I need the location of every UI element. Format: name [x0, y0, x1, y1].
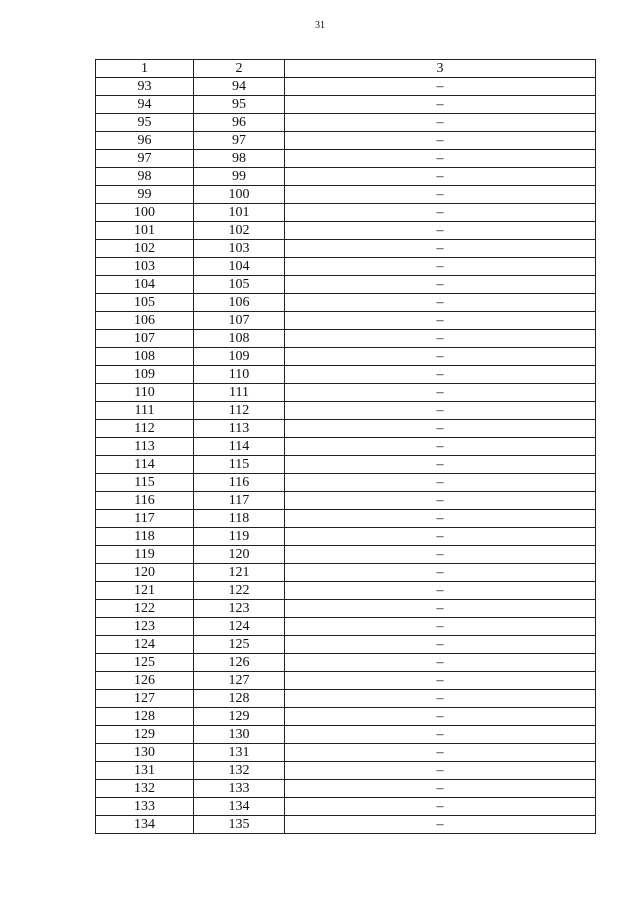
- table-cell-col3: –: [285, 546, 596, 564]
- table-cell-col3: –: [285, 420, 596, 438]
- table-row: [96, 420, 596, 438]
- table-row: [96, 600, 596, 618]
- table-cell-col3: –: [285, 348, 596, 366]
- table-cell-col1: 132: [96, 780, 194, 798]
- table-row: [96, 672, 596, 690]
- table-cell-col3: –: [285, 780, 596, 798]
- table-cell-col1: 127: [96, 690, 194, 708]
- table-row: [96, 564, 596, 582]
- table-cell-col2: 125: [194, 636, 285, 654]
- table-cell-col2: 129: [194, 708, 285, 726]
- column-header-3: 3: [285, 60, 596, 78]
- table-cell-col1: 128: [96, 708, 194, 726]
- table-cell-col2: 107: [194, 312, 285, 330]
- table-cell-col1: 125: [96, 654, 194, 672]
- table-row: [96, 348, 596, 366]
- table-row: [96, 114, 596, 132]
- table-cell-col2: 106: [194, 294, 285, 312]
- table-cell-col1: 112: [96, 420, 194, 438]
- table-cell-col2: 113: [194, 420, 285, 438]
- table-row: [96, 330, 596, 348]
- table-row: [96, 150, 596, 168]
- table-row: [96, 186, 596, 204]
- table-cell-col2: 111: [194, 384, 285, 402]
- table-cell-col1: 134: [96, 816, 194, 834]
- table-cell-col1: 117: [96, 510, 194, 528]
- table-cell-col3: –: [285, 654, 596, 672]
- table-row: [96, 510, 596, 528]
- table-cell-col2: 130: [194, 726, 285, 744]
- table-row: [96, 744, 596, 762]
- table-cell-col3: –: [285, 78, 596, 96]
- table-cell-col3: –: [285, 168, 596, 186]
- table-cell-col2: 126: [194, 654, 285, 672]
- table-cell-col1: 101: [96, 222, 194, 240]
- table-cell-col1: 107: [96, 330, 194, 348]
- table-row: [96, 636, 596, 654]
- table-cell-col1: 99: [96, 186, 194, 204]
- table-cell-col3: –: [285, 600, 596, 618]
- table-cell-col2: 101: [194, 204, 285, 222]
- table-cell-col2: 98: [194, 150, 285, 168]
- table-row: [96, 384, 596, 402]
- table-cell-col1: 110: [96, 384, 194, 402]
- table-row: [96, 546, 596, 564]
- table-cell-col3: –: [285, 618, 596, 636]
- table-cell-col1: 115: [96, 474, 194, 492]
- table-cell-col1: 131: [96, 762, 194, 780]
- table-cell-col2: 110: [194, 366, 285, 384]
- table-cell-col3: –: [285, 564, 596, 582]
- table-cell-col1: 116: [96, 492, 194, 510]
- table-row: [96, 816, 596, 834]
- table-cell-col3: –: [285, 474, 596, 492]
- table-cell-col3: –: [285, 240, 596, 258]
- table-cell-col2: 100: [194, 186, 285, 204]
- table-row: [96, 492, 596, 510]
- table-cell-col3: –: [285, 312, 596, 330]
- table-cell-col3: –: [285, 492, 596, 510]
- table-cell-col2: 114: [194, 438, 285, 456]
- table-cell-col1: 111: [96, 402, 194, 420]
- table-row: [96, 258, 596, 276]
- table-cell-col3: –: [285, 762, 596, 780]
- table-cell-col2: 134: [194, 798, 285, 816]
- table-cell-col3: –: [285, 708, 596, 726]
- table-row: [96, 762, 596, 780]
- table-cell-col2: 119: [194, 528, 285, 546]
- table-cell-col1: 95: [96, 114, 194, 132]
- table-row: [96, 222, 596, 240]
- table-row: [96, 690, 596, 708]
- table-cell-col2: 103: [194, 240, 285, 258]
- table-cell-col1: 119: [96, 546, 194, 564]
- table-row: [96, 402, 596, 420]
- table-cell-col3: –: [285, 690, 596, 708]
- table-cell-col2: 127: [194, 672, 285, 690]
- table-row: [96, 168, 596, 186]
- table-cell-col1: 130: [96, 744, 194, 762]
- table-cell-col1: 109: [96, 366, 194, 384]
- table-cell-col2: 117: [194, 492, 285, 510]
- table-cell-col2: 124: [194, 618, 285, 636]
- table-header-row: [96, 60, 596, 78]
- table-cell-col1: 106: [96, 312, 194, 330]
- table-cell-col2: 121: [194, 564, 285, 582]
- table-cell-col3: –: [285, 132, 596, 150]
- table-cell-col2: 118: [194, 510, 285, 528]
- table-cell-col1: 97: [96, 150, 194, 168]
- column-header-1: 1: [96, 60, 194, 78]
- table-cell-col2: 99: [194, 168, 285, 186]
- table-cell-col2: 95: [194, 96, 285, 114]
- table-cell-col2: 94: [194, 78, 285, 96]
- table-cell-col3: –: [285, 330, 596, 348]
- table-cell-col1: 113: [96, 438, 194, 456]
- table-cell-col3: –: [285, 456, 596, 474]
- table-cell-col2: 112: [194, 402, 285, 420]
- table-cell-col2: 123: [194, 600, 285, 618]
- table-cell-col3: –: [285, 294, 596, 312]
- table-cell-col2: 115: [194, 456, 285, 474]
- data-table: [95, 59, 596, 834]
- column-header-2: 2: [194, 60, 285, 78]
- table-cell-col1: 94: [96, 96, 194, 114]
- table-row: [96, 312, 596, 330]
- table-cell-col3: –: [285, 150, 596, 168]
- table-cell-col3: –: [285, 438, 596, 456]
- table-cell-col2: 116: [194, 474, 285, 492]
- table-cell-col3: –: [285, 276, 596, 294]
- table-row: [96, 204, 596, 222]
- table-cell-col2: 105: [194, 276, 285, 294]
- table-row: [96, 528, 596, 546]
- table-cell-col2: 131: [194, 744, 285, 762]
- table-row: [96, 708, 596, 726]
- table-cell-col3: –: [285, 816, 596, 834]
- table-body: [96, 78, 596, 834]
- table-cell-col1: 103: [96, 258, 194, 276]
- table-cell-col1: 124: [96, 636, 194, 654]
- table-cell-col1: 121: [96, 582, 194, 600]
- data-table-container: [95, 59, 595, 834]
- table-cell-col2: 109: [194, 348, 285, 366]
- table-cell-col3: –: [285, 186, 596, 204]
- table-cell-col2: 97: [194, 132, 285, 150]
- table-cell-col2: 96: [194, 114, 285, 132]
- table-cell-col1: 93: [96, 78, 194, 96]
- table-row: [96, 240, 596, 258]
- table-row: [96, 276, 596, 294]
- table-cell-col2: 108: [194, 330, 285, 348]
- table-row: [96, 474, 596, 492]
- table-row: [96, 726, 596, 744]
- table-cell-col1: 126: [96, 672, 194, 690]
- table-cell-col3: –: [285, 528, 596, 546]
- page-number: 31: [315, 20, 325, 31]
- table-row: [96, 654, 596, 672]
- table-cell-col1: 133: [96, 798, 194, 816]
- table-cell-col1: 98: [96, 168, 194, 186]
- table-cell-col1: 122: [96, 600, 194, 618]
- table-cell-col3: –: [285, 114, 596, 132]
- table-cell-col3: –: [285, 258, 596, 276]
- table-cell-col1: 108: [96, 348, 194, 366]
- table-cell-col2: 132: [194, 762, 285, 780]
- table-cell-col3: –: [285, 744, 596, 762]
- table-row: [96, 618, 596, 636]
- table-row: [96, 456, 596, 474]
- table-cell-col3: –: [285, 222, 596, 240]
- table-cell-col1: 129: [96, 726, 194, 744]
- table-cell-col1: 96: [96, 132, 194, 150]
- table-cell-col2: 133: [194, 780, 285, 798]
- table-cell-col1: 120: [96, 564, 194, 582]
- table-row: [96, 132, 596, 150]
- table-row: [96, 366, 596, 384]
- table-cell-col3: –: [285, 204, 596, 222]
- table-cell-col3: –: [285, 384, 596, 402]
- table-cell-col3: –: [285, 510, 596, 528]
- table-cell-col1: 105: [96, 294, 194, 312]
- table-cell-col2: 135: [194, 816, 285, 834]
- table-cell-col1: 114: [96, 456, 194, 474]
- table-cell-col3: –: [285, 96, 596, 114]
- table-cell-col1: 104: [96, 276, 194, 294]
- table-cell-col1: 118: [96, 528, 194, 546]
- table-cell-col2: 120: [194, 546, 285, 564]
- table-cell-col3: –: [285, 798, 596, 816]
- table-cell-col1: 123: [96, 618, 194, 636]
- table-cell-col2: 122: [194, 582, 285, 600]
- table-row: [96, 294, 596, 312]
- table-cell-col2: 102: [194, 222, 285, 240]
- table-row: [96, 78, 596, 96]
- table-cell-col2: 128: [194, 690, 285, 708]
- table-row: [96, 780, 596, 798]
- table-cell-col3: –: [285, 366, 596, 384]
- table-cell-col1: 102: [96, 240, 194, 258]
- table-row: [96, 582, 596, 600]
- table-cell-col2: 104: [194, 258, 285, 276]
- table-cell-col3: –: [285, 672, 596, 690]
- table-cell-col3: –: [285, 726, 596, 744]
- table-row: [96, 798, 596, 816]
- table-cell-col3: –: [285, 582, 596, 600]
- table-cell-col3: –: [285, 402, 596, 420]
- table-row: [96, 438, 596, 456]
- table-cell-col1: 100: [96, 204, 194, 222]
- table-row: [96, 96, 596, 114]
- table-cell-col3: –: [285, 636, 596, 654]
